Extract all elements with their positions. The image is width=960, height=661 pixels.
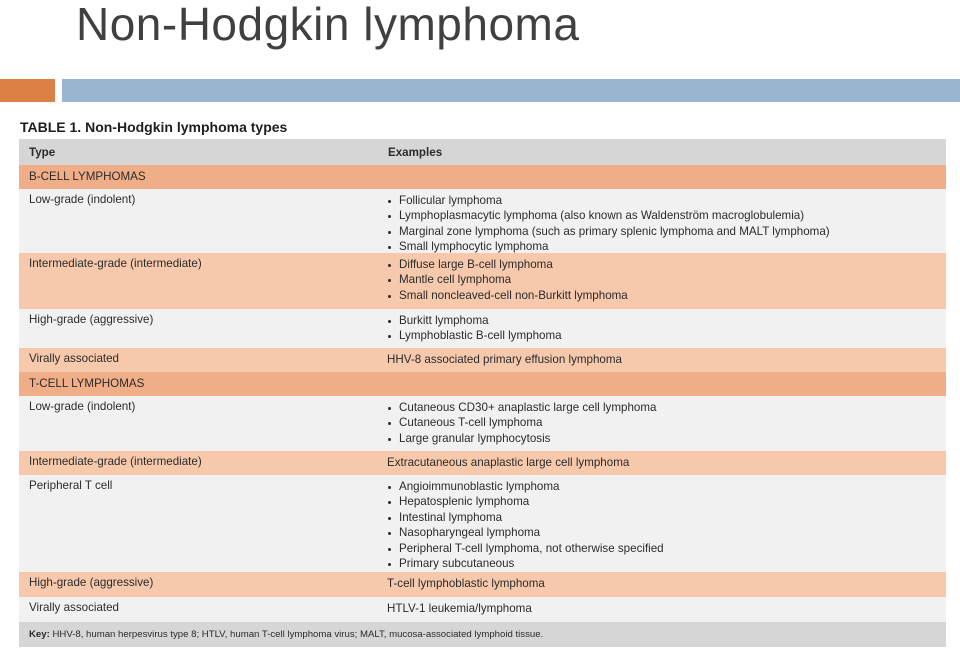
table-header-row xyxy=(19,139,946,165)
table-row xyxy=(19,253,946,309)
row-type: Low-grade (indolent) xyxy=(29,193,136,206)
row-type: High-grade (aggressive) xyxy=(29,313,154,326)
list-item: Small noncleaved-cell non-Burkitt lymphoma xyxy=(387,288,946,303)
row-type: Intermediate-grade (intermediate) xyxy=(29,455,202,468)
footnote-key-label: Key: xyxy=(29,629,50,640)
table-row xyxy=(19,451,946,475)
table-caption: TABLE 1. Non-Hodgkin lymphoma types xyxy=(20,119,288,135)
examples-list xyxy=(387,313,946,344)
row-example: HTLV-1 leukemia/lymphoma xyxy=(387,602,532,615)
examples-list xyxy=(387,257,946,303)
table-row xyxy=(19,309,946,348)
list-item: Angioimmunoblastic lymphoma xyxy=(387,479,946,494)
examples-list xyxy=(387,193,946,255)
list-item: Lymphoplasmacytic lymphoma (also known as Waldenström macroglobulemia) xyxy=(387,208,946,223)
list-item: Intestinal lymphoma xyxy=(387,510,946,525)
table-footnote xyxy=(19,622,946,647)
row-example: T-cell lymphoblastic lymphoma xyxy=(387,577,545,590)
list-item: Large granular lymphocytosis xyxy=(387,431,946,446)
accent-bar-blue xyxy=(62,79,960,102)
row-example: HHV-8 associated primary effusion lymphoma xyxy=(387,353,622,366)
list-item: Marginal zone lymphoma (such as primary splenic lymphoma and MALT lymphoma) xyxy=(387,224,946,239)
row-type: Virally associated xyxy=(29,601,120,614)
list-item: Follicular lymphoma xyxy=(387,193,946,208)
row-type: Virally associated xyxy=(29,352,120,365)
column-header-examples: Examples xyxy=(388,146,443,159)
list-item: Cutaneous T-cell lymphoma xyxy=(387,415,946,430)
list-item: Cutaneous CD30+ anaplastic large cell lymphoma xyxy=(387,400,946,415)
section-header-b-cell xyxy=(19,165,946,189)
slide-title: Non-Hodgkin lymphoma xyxy=(76,0,580,50)
column-header-type: Type xyxy=(29,146,56,159)
list-item: Small lymphocytic lymphoma xyxy=(387,239,946,254)
table-row xyxy=(19,396,946,451)
lymphoma-types-table xyxy=(19,139,946,647)
examples-list xyxy=(387,479,946,571)
section-label-t-cell: T-CELL LYMPHOMAS xyxy=(29,377,145,390)
list-item: Burkitt lymphoma xyxy=(387,313,946,328)
section-header-t-cell xyxy=(19,372,946,396)
list-item: Mantle cell lymphoma xyxy=(387,272,946,287)
row-type: Intermediate-grade (intermediate) xyxy=(29,257,202,270)
row-example: Extracutaneous anaplastic large cell lymphoma xyxy=(387,456,630,469)
list-item: Primary subcutaneous xyxy=(387,556,946,571)
row-type: Peripheral T cell xyxy=(29,479,113,492)
table-row xyxy=(19,189,946,253)
list-item: Nasopharyngeal lymphoma xyxy=(387,525,946,540)
table-row xyxy=(19,597,946,622)
section-label-b-cell: B-CELL LYMPHOMAS xyxy=(29,170,146,183)
list-item: Hepatosplenic lymphoma xyxy=(387,494,946,509)
list-item: Peripheral T-cell lymphoma, not otherwise specified xyxy=(387,541,946,556)
accent-bar-orange xyxy=(0,79,55,102)
table-row xyxy=(19,475,946,572)
row-type: High-grade (aggressive) xyxy=(29,576,154,589)
table-row xyxy=(19,348,946,372)
row-type: Low-grade (indolent) xyxy=(29,400,136,413)
list-item: Diffuse large B-cell lymphoma xyxy=(387,257,946,272)
footnote-text: HHV-8, human herpesvirus type 8; HTLV, human T-cell lymphoma virus; MALT, mucosa-associated lymphoid tissue. xyxy=(52,629,544,640)
list-item: Lymphoblastic B-cell lymphoma xyxy=(387,328,946,343)
examples-list xyxy=(387,400,946,446)
table-row xyxy=(19,572,946,597)
